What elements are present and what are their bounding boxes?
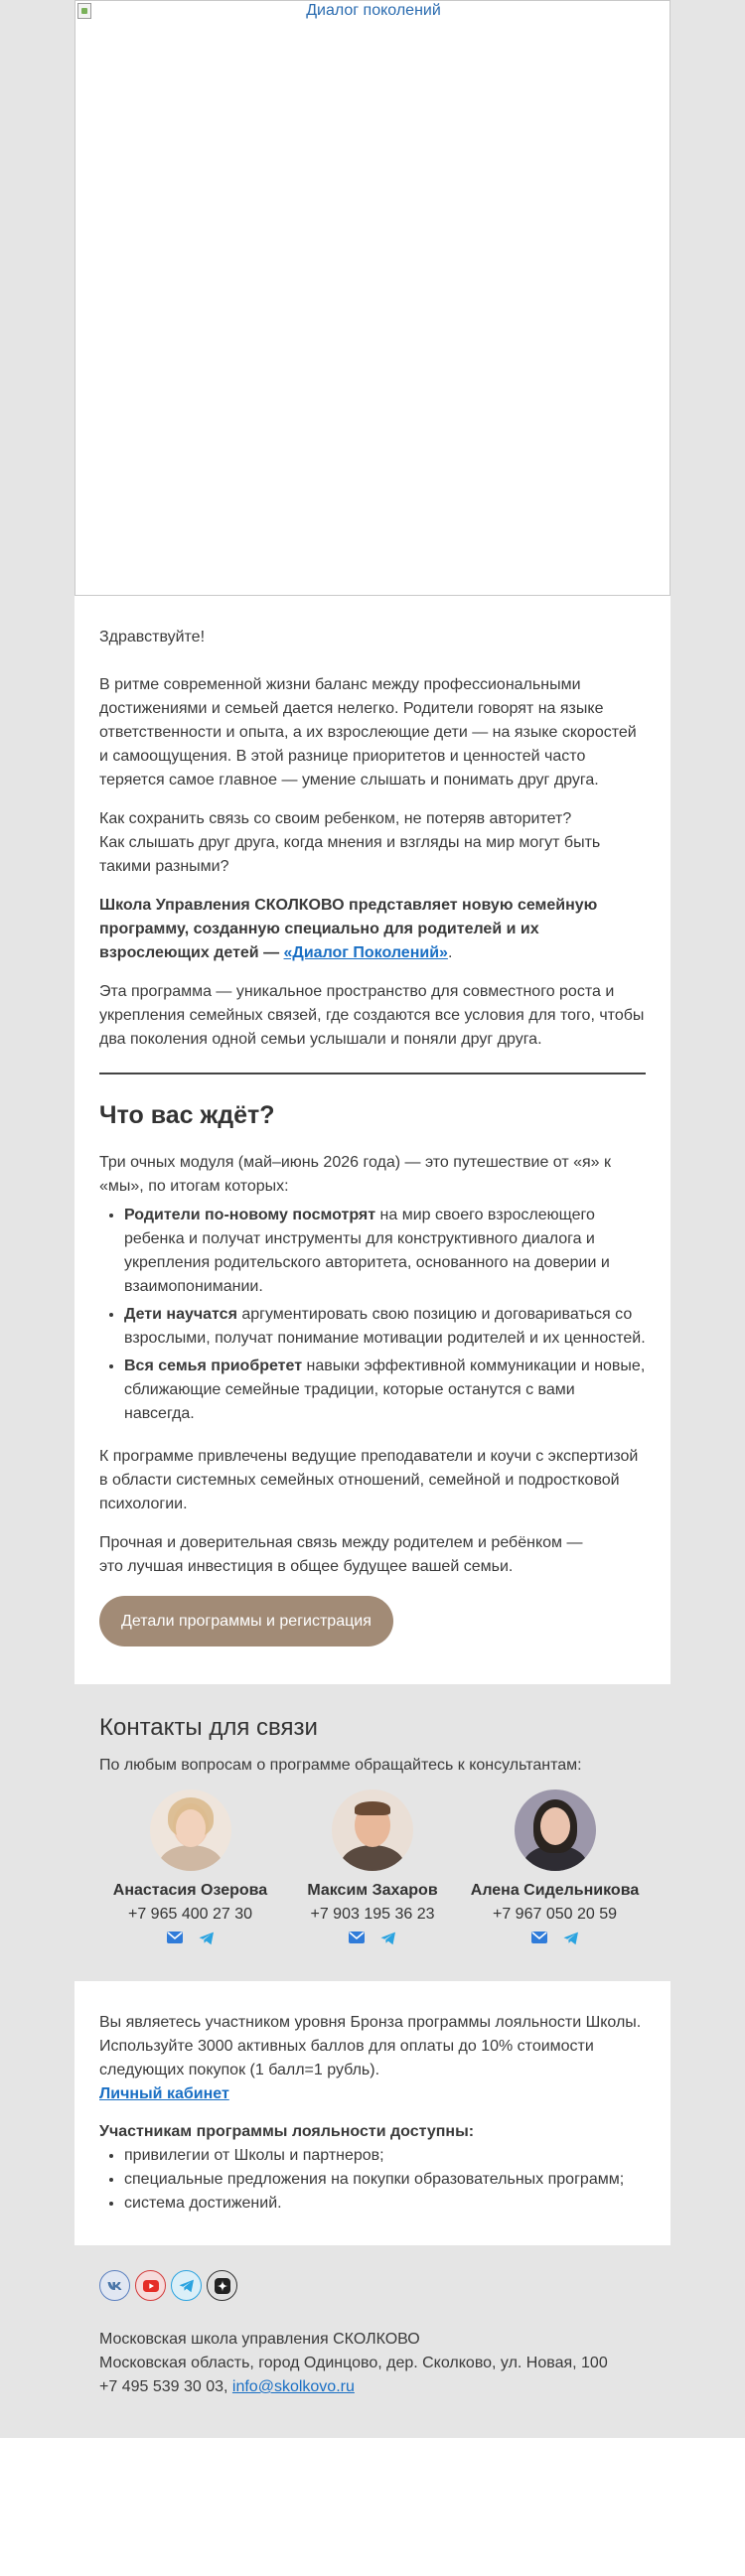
outcomes-list (124, 1204, 646, 1426)
consultant-phone[interactable]: +7 967 050 20 59 (492, 1906, 617, 1923)
consultant-phone[interactable]: +7 903 195 36 23 (310, 1906, 435, 1923)
social-links (99, 2270, 646, 2301)
avatar (332, 1789, 413, 1871)
closing-line-1: Прочная и доверительная связь между родителем и ребёнком — (99, 1534, 583, 1551)
consultant-name: Анастасия Озерова (112, 1882, 268, 1899)
outcome-text: аргументировать свою позицию и договариваться со взрослыми, получат понимание мотивации родителей и их ценностей. (124, 1306, 646, 1347)
modules-paragraph: Три очных модуля (май–июнь 2026 года) — это путешествие от «я» к «мы», по итогам которых: (99, 1154, 612, 1195)
section-divider (99, 1073, 646, 1074)
benefit-item: • специальные предложения на покупки образовательных программ; (124, 2168, 646, 2192)
email-icon[interactable] (531, 1932, 547, 1943)
benefits-title: Участникам программы лояльности доступны: (99, 2123, 475, 2140)
vk-icon[interactable] (99, 2270, 130, 2301)
contacts-title: Контакты для связи (99, 1714, 318, 1741)
consultant-card (282, 1789, 464, 1945)
telegram-icon[interactable] (199, 1932, 215, 1945)
outcome-bold: Вся семья приобретет (124, 1358, 303, 1374)
outcome-text: навыки эффективной коммуникации и новые, сближающие семейные традиции, которые останутся с вами навсегда. (124, 1358, 646, 1422)
organization-info (99, 2328, 646, 2399)
avatar (150, 1789, 231, 1871)
email-icon[interactable] (349, 1932, 365, 1943)
telegram-icon[interactable] (380, 1932, 396, 1945)
greeting: Здравствуйте! (99, 629, 206, 645)
footer (74, 2245, 670, 2399)
outcome-bold: Дети научатся (124, 1306, 237, 1323)
outcome-item-parents (124, 1204, 646, 1299)
question-paragraph (99, 807, 646, 879)
avatar (515, 1789, 596, 1871)
telegram-icon[interactable] (563, 1932, 579, 1945)
consultant-card (464, 1789, 646, 1945)
email-container (74, 0, 670, 2399)
loyalty-card (74, 1981, 670, 2245)
email-icon[interactable] (167, 1932, 183, 1943)
personal-cabinet-link[interactable]: Личный кабинет (99, 2085, 229, 2102)
benefit-item: • привилегии от Школы и партнеров; (124, 2144, 646, 2168)
consultants-list (99, 1789, 646, 1945)
benefit-item: • система достижений. (124, 2192, 646, 2216)
telegram-icon[interactable] (171, 2270, 202, 2301)
question-line-1: Как сохранить связь со своим ребенком, не потеряв авторитет? (99, 810, 572, 827)
question-line-2: Как слышать друг друга, когда мнения и взгляды на мир могут быть такими разными? (99, 834, 601, 875)
hero-image[interactable] (74, 0, 670, 596)
youtube-icon[interactable] (135, 2270, 166, 2301)
consultant-name: Алена Сидельникова (470, 1882, 640, 1899)
organization-name: Московская школа управления СКОЛКОВО (99, 2331, 420, 2348)
closing-line-2: это лучшая инвестиция в общее будущее вашей семьи. (99, 1558, 514, 1575)
intro-paragraph: В ритме современной жизни баланс между профессиональными достижениями и семьей дается нелегко. Родители говорят на языке ответственности и опыта, а их взрослеющие дети — на языке скоростей и самоощущения. В этой разнице приоритетов и ценностей часто теряется самое главное — умение слышать и понимать друг друга. (99, 676, 637, 788)
hero-image-alt-text: Диалог поколений (306, 2, 441, 19)
consultant-name: Максим Захаров (307, 1882, 438, 1899)
main-content-card (74, 596, 670, 1684)
program-link[interactable]: «Диалог Поколений» (283, 944, 448, 961)
consultant-card (99, 1789, 281, 1945)
program-announcement (99, 894, 646, 965)
closing-paragraph (99, 1531, 646, 1579)
organization-phone: +7 495 539 30 03, (99, 2378, 232, 2395)
outcome-text: на мир своего взрослеющего ребенка и получат инструменты для конструктивного диалога и укрепления родительского авторитета, основанного на доверии и взаимопонимании. (124, 1207, 610, 1295)
outcome-bold: Родители по-новому посмотрят (124, 1207, 376, 1223)
dzen-icon[interactable] (207, 2270, 237, 2301)
organization-email-link[interactable]: info@skolkovo.ru (231, 2378, 355, 2395)
loyalty-text: Вы являетесь участником уровня Бронза программы лояльности Школы. Используйте 3000 активных баллов для оплаты до 10% стоимости следующих покупок (1 балл=1 рубль). (99, 2014, 642, 2078)
program-description: Эта программа — уникальное пространство для совместного роста и укрепления семейных связей, где создаются все условия для того, чтобы два поколения одной семьи услышали и поняли друг друга. (99, 983, 645, 1048)
teachers-paragraph: К программе привлечены ведущие преподаватели и коучи с экспертизой в области системных семейных отношений, семейной и подростковой психологии. (99, 1448, 639, 1512)
contacts-intro: По любым вопросам о программе обращайтесь к консультантам: (99, 1757, 582, 1774)
announcement-text: Школа Управления СКОЛКОВО представляет новую семейную программу, созданную специально для родителей и их взрослеющих детей — (99, 897, 598, 961)
program-details-button[interactable]: Детали программы и регистрация (99, 1596, 393, 1646)
outcome-item-children (124, 1303, 646, 1351)
announcement-end: . (447, 944, 453, 961)
section-title: Что вас ждёт? (99, 1101, 275, 1129)
outcome-item-family (124, 1355, 646, 1426)
organization-address: Московская область, город Одинцово, дер. Сколково, ул. Новая, 100 (99, 2355, 608, 2371)
contacts-section (74, 1684, 670, 1945)
benefits-list (124, 2144, 646, 2216)
consultant-phone[interactable]: +7 965 400 27 30 (127, 1906, 252, 1923)
